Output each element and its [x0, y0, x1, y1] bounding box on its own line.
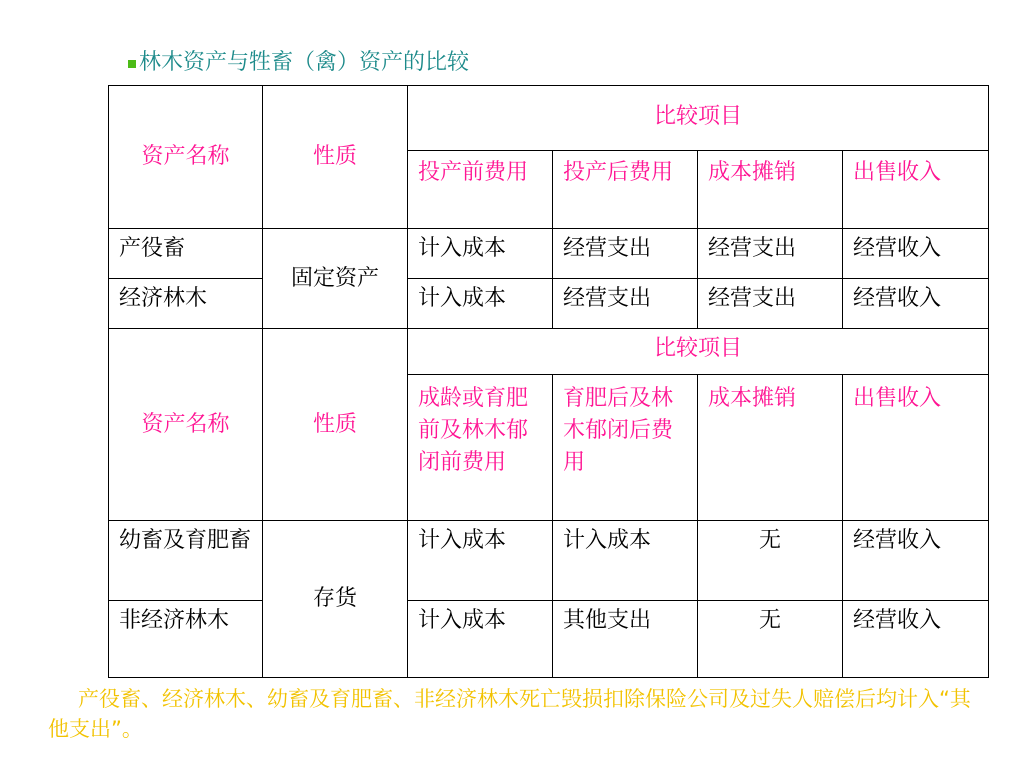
- subheader-post-maturity-cost: 育肥后及林木郁闭后费用: [553, 375, 698, 521]
- value-cell: 计入成本: [408, 279, 553, 329]
- value-cell: 计入成本: [553, 521, 698, 601]
- value-cell: 经营收入: [843, 279, 989, 329]
- compare-items-header: 比较项目: [408, 86, 989, 151]
- table-row: [109, 279, 989, 329]
- section1-header-row: [109, 86, 989, 151]
- value-cell: 经营收入: [843, 229, 989, 279]
- slide-title: [128, 44, 469, 76]
- asset-name-cell: 非经济林木: [109, 601, 263, 678]
- asset-name-header: 资产名称: [109, 86, 263, 229]
- nature-header: 性质: [263, 86, 408, 229]
- asset-name-header: 资产名称: [109, 329, 263, 521]
- value-cell: 计入成本: [408, 229, 553, 279]
- table-row: [109, 521, 989, 601]
- subheader-cost-amortization: 成本摊销: [698, 375, 843, 521]
- asset-name-cell: 经济林木: [109, 279, 263, 329]
- subheader-cost-amortization: 成本摊销: [698, 151, 843, 229]
- square-bullet-icon: [128, 60, 136, 68]
- value-cell: 经营支出: [698, 279, 843, 329]
- asset-name-cell: 产役畜: [109, 229, 263, 279]
- value-cell: 计入成本: [408, 601, 553, 678]
- subheader-sales-income: 出售收入: [843, 151, 989, 229]
- subheader-pre-maturity-cost: 成龄或育肥前及林木郁闭前费用: [408, 375, 553, 521]
- nature-cell: 固定资产: [263, 229, 408, 329]
- section2-header-row: [109, 329, 989, 375]
- subheader-sales-income: 出售收入: [843, 375, 989, 521]
- footnote-text: 产役畜、经济林木、幼畜及育肥畜、非经济林木死亡毁损扣除保险公司及过失人赔偿后均计入“其他支出”。: [48, 687, 971, 741]
- comparison-table: [108, 85, 989, 678]
- value-cell: 无: [698, 521, 843, 601]
- value-cell: 其他支出: [553, 601, 698, 678]
- value-cell: 经营收入: [843, 521, 989, 601]
- table-row: [109, 229, 989, 279]
- subheader-pre-production-cost: 投产前费用: [408, 151, 553, 229]
- title-text: 林木资产与牲畜（禽）资产的比较: [139, 49, 470, 75]
- nature-header: 性质: [263, 329, 408, 521]
- value-cell: 经营支出: [698, 229, 843, 279]
- value-cell: 经营支出: [553, 229, 698, 279]
- subheader-post-production-cost: 投产后费用: [553, 151, 698, 229]
- value-cell: 经营收入: [843, 601, 989, 678]
- value-cell: 经营支出: [553, 279, 698, 329]
- compare-items-header: 比较项目: [408, 329, 989, 375]
- table-row: [109, 601, 989, 678]
- asset-name-cell: 幼畜及育肥畜: [109, 521, 263, 601]
- value-cell: 计入成本: [408, 521, 553, 601]
- nature-cell: 存货: [263, 521, 408, 678]
- value-cell: 无: [698, 601, 843, 678]
